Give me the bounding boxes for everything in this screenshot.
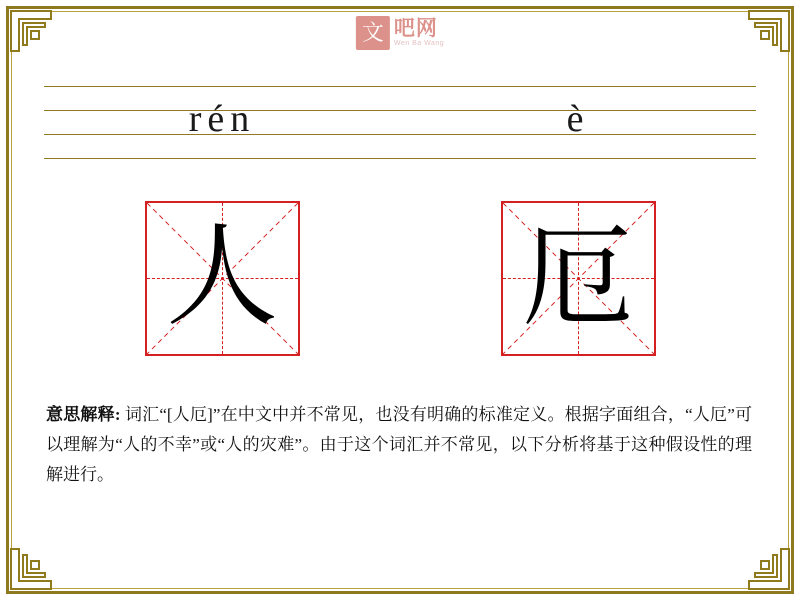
corner-ornament-bottom-right — [747, 547, 791, 591]
pinyin-row — [44, 86, 756, 158]
logo-subtitle: Wen Ba Wang — [393, 39, 445, 47]
logo-title: 吧网 — [393, 15, 438, 40]
corner-ornament-top-right — [747, 9, 791, 53]
character-glyph-1: 人 — [166, 216, 278, 340]
logo-mark-icon: 文 — [356, 16, 390, 50]
explanation-text: 词汇“[人厄]”在中文中并不常见，也没有明确的标准定义。根据字面组合，“人厄”可以理解为“人的不幸”或“人的灾难”。由于这个词汇并不常见，以下分析将基于这种假设性的理解进行。 — [46, 405, 752, 484]
character-cell-2 — [400, 198, 756, 358]
pinyin-syllable-2: è — [566, 98, 590, 140]
corner-ornament-bottom-left — [9, 547, 53, 591]
character-cell-1 — [44, 198, 400, 358]
pinyin-staff — [44, 86, 756, 160]
explanation-label: 意思解释: — [46, 405, 121, 424]
corner-ornament-top-left — [9, 9, 53, 53]
site-logo — [356, 16, 444, 50]
character-glyph-2: 厄 — [522, 216, 634, 340]
logo-text — [393, 15, 445, 49]
staff-line-4 — [44, 158, 756, 159]
tianzige-box-1 — [145, 201, 300, 356]
pinyin-syllable-1: rén — [188, 98, 256, 140]
explanation-block — [46, 400, 752, 490]
tianzige-box-2 — [501, 201, 656, 356]
character-grid-row — [44, 198, 756, 358]
